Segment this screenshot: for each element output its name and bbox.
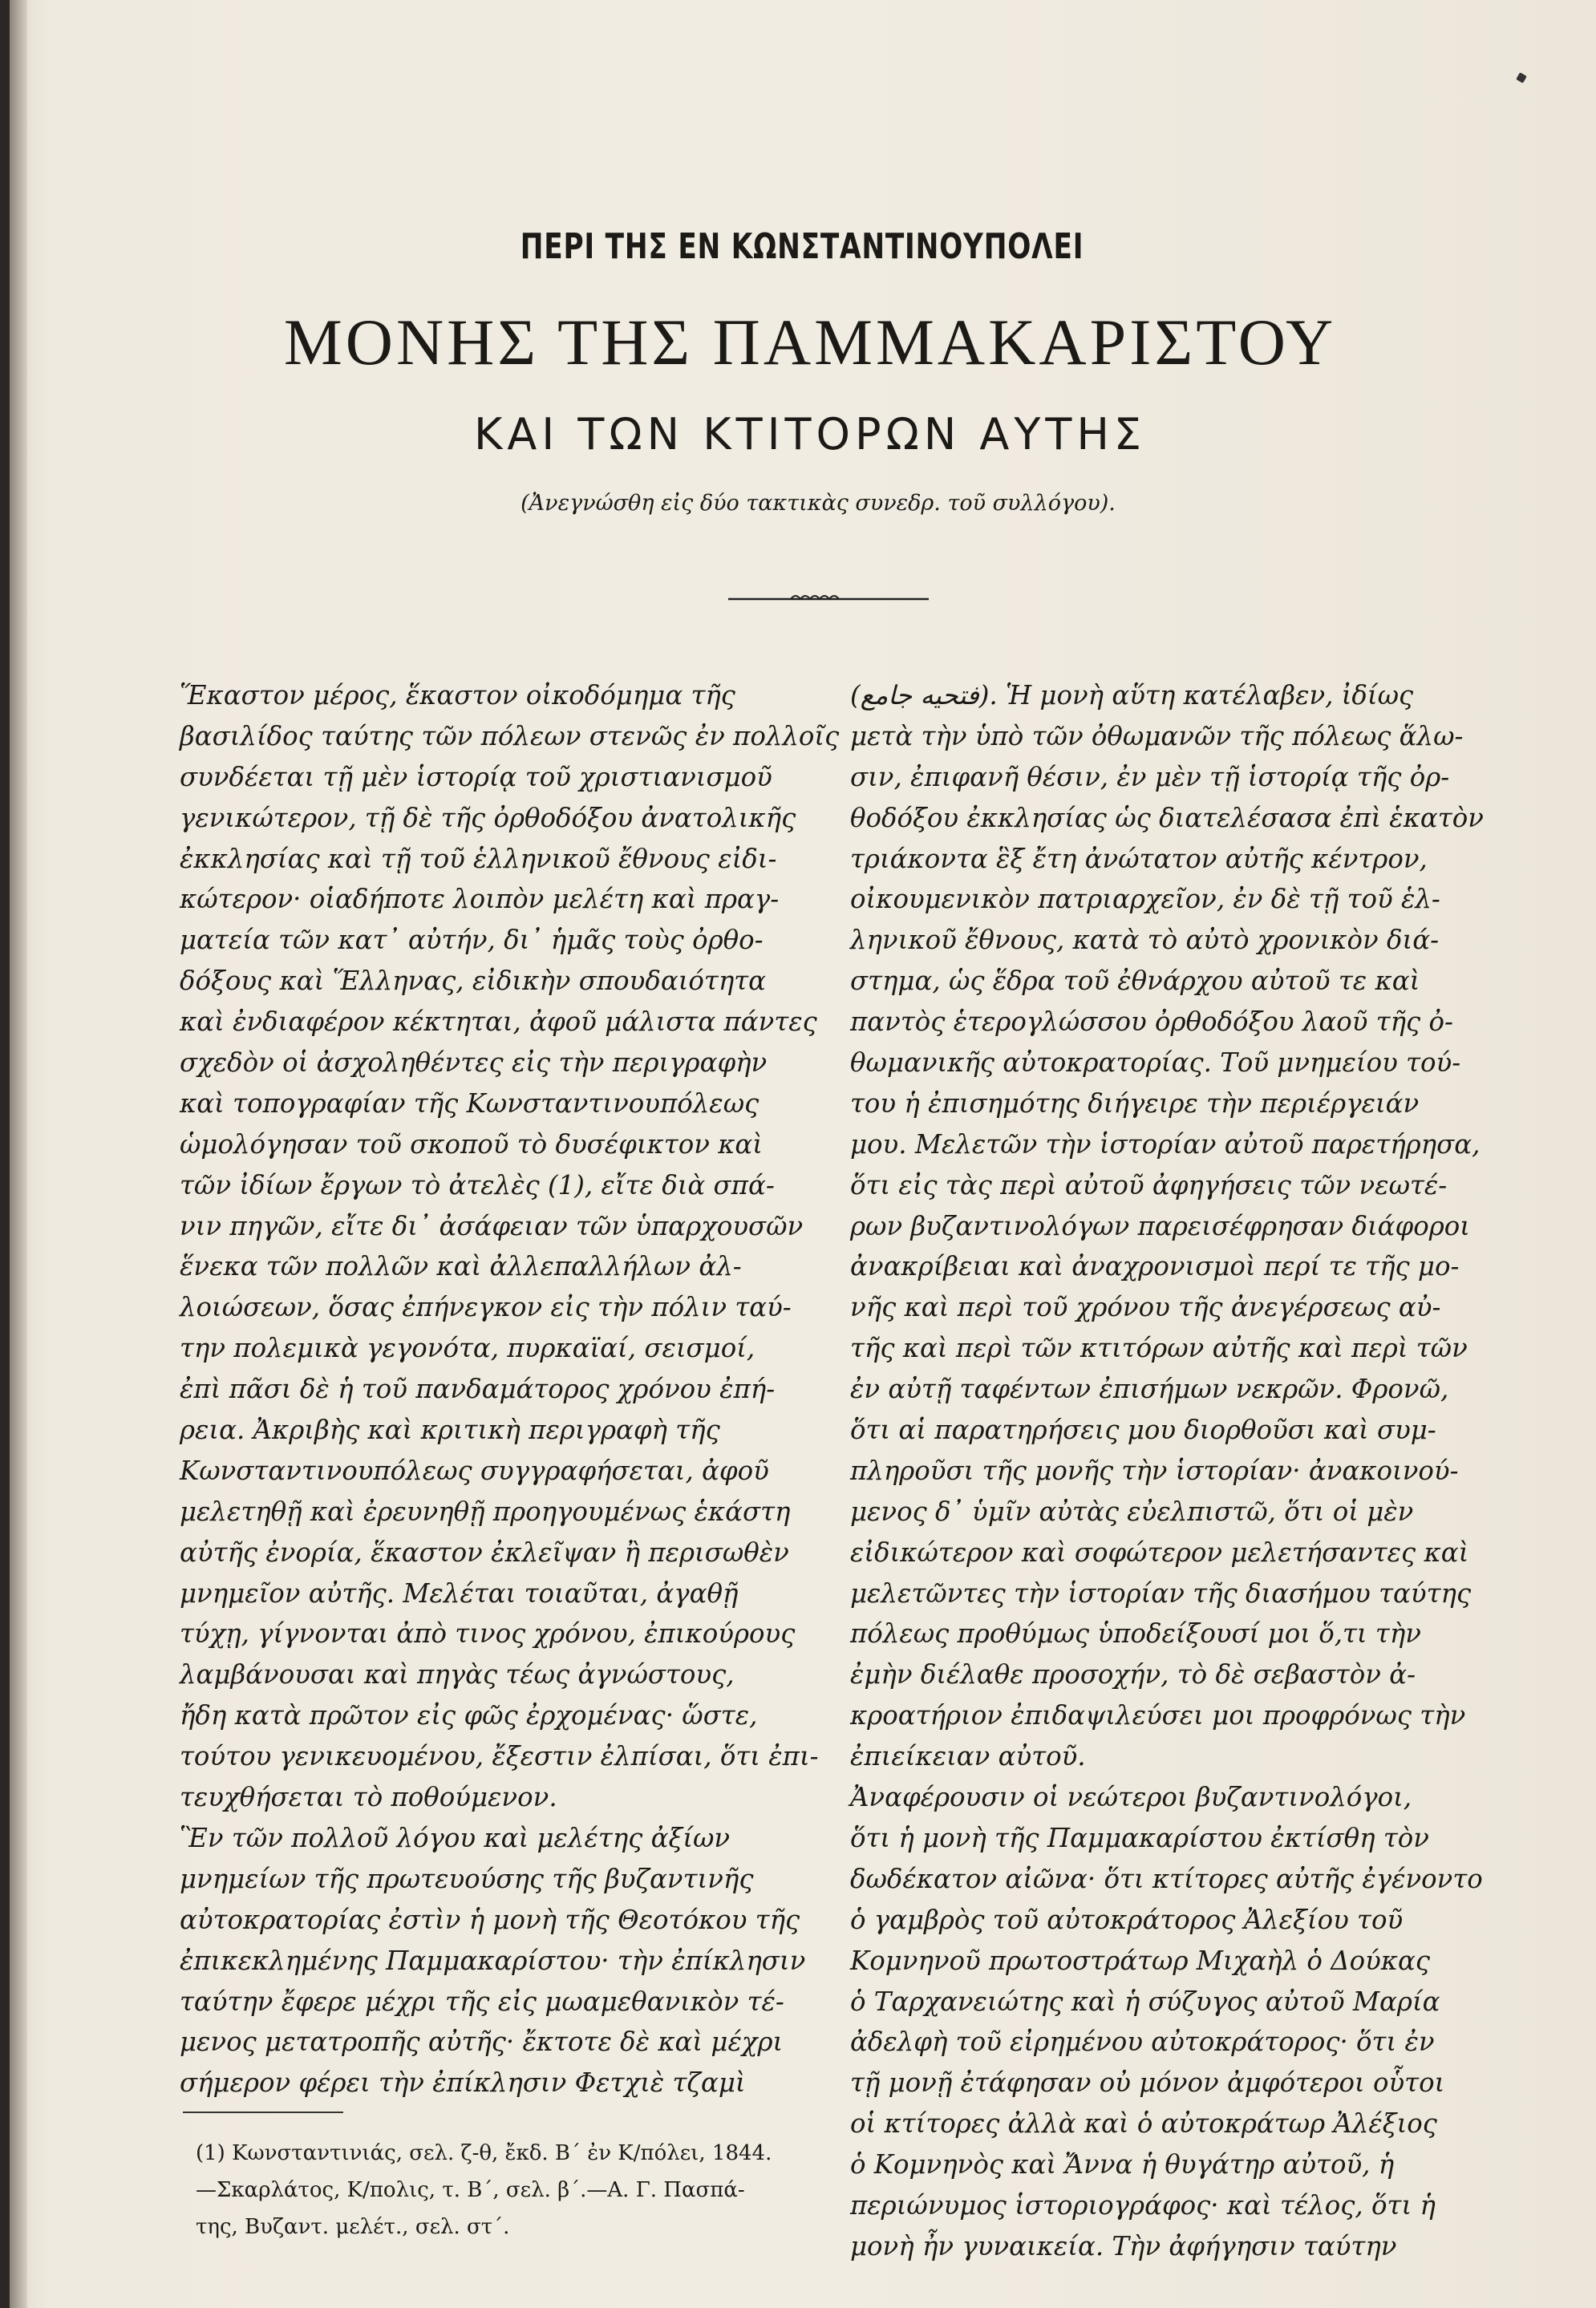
text-line: ρων βυζαντινολόγων παρεισέφρησαν διάφοροι (850, 1210, 1470, 1241)
text-line: οἱ κτίτορες ἀλλὰ καὶ ὁ αὐτοκράτωρ Ἀλέξιος (850, 2108, 1437, 2140)
text-line: δωδέκατον αἰῶνα· ὅτι κτίτορες αὐτῆς ἐγένοντο (850, 1863, 1483, 1894)
text-line: θωμανικῆς αὐτοκρατορίας. Τοῦ μνημείου τού- (850, 1047, 1461, 1079)
reading-note: (Ἀνεγνώσθη εἰς δύο τακτικὰς συνεδρ. τοῦ συλλόγου). (521, 491, 1116, 516)
text-line: στημα, ὡς ἕδρα τοῦ ἐθνάρχου αὐτοῦ τε καὶ (850, 966, 1420, 997)
text-line: (فتحيه جامع). Ἡ μονὴ αὕτη κατέλαβεν, ἰδίως (850, 680, 1414, 711)
text-line: ἕνεκα τῶν πολλῶν καὶ ἀλλεπαλλήλων ἀλ- (180, 1251, 742, 1282)
text-line: μου. Μελετῶν τὴν ἱστορίαν αὐτοῦ παρετήρησα, (850, 1128, 1481, 1160)
text-line: κώτερον· οἱαδήποτε λοιπὸν μελέτη καὶ πραγ- (180, 884, 780, 915)
book-gutter (10, 0, 27, 2308)
footnote-line: —Σκαρλάτος, Κ/πολις, τ. Β´, σελ. β´.—Α. Γ. Πασπά- (196, 2178, 745, 2202)
over-title: ΠΕΡΙ ΤΗΣ ΕΝ ΚΩΝΣΤΑΝΤΙΝΟΥΠΟΛΕΙ (520, 226, 1084, 267)
text-line: λοιώσεων, ὅσας ἐπήνεγκον εἰς τὴν πόλιν ταύ- (180, 1292, 792, 1323)
text-line: ὅτι εἰς τὰς περὶ αὐτοῦ ἀφηγήσεις τῶν νεωτέ- (850, 1169, 1448, 1201)
footnote (196, 2135, 837, 2245)
text-line: Κωνσταντινουπόλεως συγγραφήσεται, ἀφοῦ (180, 1455, 769, 1486)
right-column (850, 675, 1492, 2267)
text-line: ὁ Κομνηνὸς καὶ Ἄννα ἡ θυγάτηρ αὐτοῦ, ἡ (850, 2149, 1395, 2180)
text-line: τριάκοντα ἓξ ἔτη ἀνώτατον αὐτῆς κέντρον, (850, 843, 1428, 874)
text-line: Ἕκαστον μέρος, ἕκαστον οἰκοδόμημα τῆς (180, 680, 735, 711)
text-line: ἐπικεκλημένης Παμμακαρίστου· τὴν ἐπίκλησιν (180, 1945, 806, 1976)
text-line: αὐτοκρατορίας ἐστὶν ἡ μονὴ τῆς Θεοτόκου τῆς (180, 1904, 800, 1935)
footnote-line: (1) Κωνσταντινιάς, σελ. ζ-θ, ἔκδ. Β´ ἐν Κ/πόλει, 1844. (196, 2141, 772, 2165)
text-line: ὁ γαμβρὸς τοῦ αὐτοκράτορος Ἀλεξίου τοῦ (850, 1904, 1404, 1935)
text-line: ἐκκλησίας καὶ τῇ τοῦ ἑλληνικοῦ ἔθνους εἰδι- (180, 843, 777, 874)
text-line: ὅτι αἱ παρατηρήσεις μου διορθοῦσι καὶ συμ- (850, 1415, 1436, 1446)
text-line: συνδέεται τῇ μὲν ἱστορίᾳ τοῦ χριστιανισμοῦ (180, 761, 772, 792)
text-line: τούτου γενικευομένου, ἔξεστιν ἐλπίσαι, ὅτι ἐπι- (180, 1741, 819, 1772)
text-line: μονὴ ἦν γυναικεία. Τὴν ἀφήγησιν ταύτην (850, 2230, 1397, 2261)
text-line: καὶ τοπογραφίαν τῆς Κωνσταντινουπόλεως (180, 1087, 760, 1119)
text-line: ἐν αὐτῇ ταφέντων ἐπισήμων νεκρῶν. Φρονῶ, (850, 1374, 1449, 1405)
ornament-divider (728, 592, 929, 603)
text-line: Ἀναφέρουσιν οἱ νεώτεροι βυζαντινολόγοι, (850, 1782, 1412, 1813)
text-line: τῶν ἰδίων ἔργων τὸ ἀτελὲς (1), εἴτε διὰ σπά- (180, 1169, 775, 1201)
text-line: σήμερον φέρει τὴν ἐπίκλησιν Φετχιὲ τζαμὶ (180, 2067, 746, 2099)
text-line: ρεια. Ἀκριβὴς καὶ κριτικὴ περιγραφὴ τῆς (180, 1415, 720, 1446)
text-line: τῆς καὶ περὶ τῶν κτιτόρων αὐτῆς καὶ περὶ τῶν (850, 1333, 1468, 1364)
text-line: ὡμολόγησαν τοῦ σκοποῦ τὸ δυσέφικτον καὶ (180, 1128, 764, 1160)
text-line: μετὰ τὴν ὑπὸ τῶν ὀθωμανῶν τῆς πόλεως ἅλω- (850, 720, 1464, 751)
footnote-line: της, Βυζαντ. μελέτ., σελ. στ´. (196, 2215, 510, 2239)
text-line: του ἡ ἐπισημότης διήγειρε τὴν περιέργειάν (850, 1087, 1420, 1119)
text-line: τευχθήσεται τὸ ποθούμενον. (180, 1782, 557, 1813)
text-line: βασιλίδος ταύτης τῶν πόλεων στενῶς ἐν πολλοῖς (180, 720, 840, 751)
left-column (180, 675, 840, 2104)
text-line: τύχῃ, γίγνονται ἀπὸ τινος χρόνου, ἐπικούρους (180, 1618, 796, 1650)
article-subtitle: ΚΑΙ ΤΩΝ ΚΤΙΤΟΡΩΝ ΑΥΤΗΣ (473, 409, 1147, 460)
ink-speck (1516, 72, 1527, 83)
text-line: μελετηθῇ καὶ ἐρευνηθῇ προηγουμένως ἑκάστη (180, 1496, 791, 1527)
text-line: Ἓν τῶν πολλοῦ λόγου καὶ μελέτης ἀξίων (180, 1822, 731, 1853)
text-line: ἤδη κατὰ πρῶτον εἰς φῶς ἐρχομένας· ὥστε, (180, 1700, 758, 1731)
text-line: μνημεῖον αὐτῆς. Μελέται τοιαῦται, ἀγαθῇ (180, 1577, 739, 1609)
text-line: ματεία τῶν κατ᾽ αὐτήν, δι᾽ ἡμᾶς τοὺς ὀρθο- (180, 925, 764, 956)
text-line: μελετῶντες τὴν ἱστορίαν τῆς διασήμου ταύτης (850, 1577, 1472, 1609)
text-line: περιώνυμος ἱστοριογράφος· καὶ τέλος, ὅτι ἡ (850, 2189, 1436, 2221)
text-line: αὐτῆς ἐνορία, ἕκαστον ἐκλεῖψαν ἢ περισωθὲν (180, 1537, 789, 1568)
book-spine-shadow (0, 0, 10, 2308)
text-line: οἰκουμενικὸν πατριαρχεῖον, ἐν δὲ τῇ τοῦ ἑλ- (850, 884, 1440, 915)
text-line: νῆς καὶ περὶ τοῦ χρόνου τῆς ἀνεγέρσεως αὐ- (850, 1292, 1441, 1323)
text-line: μενος μετατροπῆς αὐτῆς· ἔκτοτε δὲ καὶ μέχρι (180, 2027, 784, 2058)
text-line: πληροῦσι τῆς μονῆς τὴν ἱστορίαν· ἀνακοινού- (850, 1455, 1459, 1486)
text-line: ἀνακρίβειαι καὶ ἀναχρονισμοὶ περί τε τῆς μο- (850, 1251, 1460, 1282)
footnote-rule (183, 2112, 343, 2113)
text-line: τῇ μονῇ ἐτάφησαν οὐ μόνον ἀμφότεροι οὗτοι (850, 2067, 1445, 2099)
text-line: ὁ Ταρχανειώτης καὶ ἡ σύζυγος αὐτοῦ Μαρία (850, 1986, 1440, 2017)
text-line: γενικώτερον, τῇ δὲ τῆς ὀρθοδόξου ἀνατολικῆς (180, 802, 796, 833)
text-line: πόλεως προθύμως ὑποδείξουσί μοι ὅ,τι τὴν (850, 1618, 1421, 1650)
article-title: ΜΟΝΗΣ ΤΗΣ ΠΑΜΜΑΚΑΡΙΣΤΟΥ (283, 306, 1337, 379)
text-line: ἐμὴν διέλαθε προσοχήν, τὸ δὲ σεβαστὸν ἀ- (850, 1659, 1416, 1691)
text-line: ἐπὶ πᾶσι δὲ ἡ τοῦ πανδαμάτορος χρόνου ἐπή- (180, 1374, 776, 1405)
text-line: παντὸς ἑτερογλώσσου ὀρθοδόξου λαοῦ τῆς ὀ- (850, 1006, 1453, 1038)
text-line: μνημείων τῆς πρωτευούσης τῆς βυζαντινῆς (180, 1863, 754, 1894)
text-line: την πολεμικὰ γεγονότα, πυρκαϊαί, σεισμοί, (180, 1333, 755, 1364)
text-line: καὶ ἐνδιαφέρον κέκτηται, ἀφοῦ μάλιστα πάντες (180, 1006, 817, 1038)
text-line: νιν πηγῶν, εἴτε δι᾽ ἀσάφειαν τῶν ὑπαρχουσῶν (180, 1210, 804, 1241)
text-line: Κομνηνοῦ πρωτοστράτωρ Μιχαὴλ ὁ Δούκας (850, 1945, 1431, 1976)
text-line: δόξους καὶ Ἕλληνας, εἰδικὴν σπουδαιότητα (180, 966, 767, 997)
text-line: θοδόξου ἐκκλησίας ὡς διατελέσασα ἐπὶ ἑκατὸν (850, 802, 1484, 833)
text-line: εἰδικώτερον καὶ σοφώτερον μελετήσαντες καὶ (850, 1537, 1469, 1568)
text-line: ληνικοῦ ἔθνους, κατὰ τὸ αὐτὸ χρονικὸν διά- (850, 925, 1440, 956)
text-line: κροατήριον ἐπιδαψιλεύσει μοι προφρόνως τὴν (850, 1700, 1466, 1731)
text-line: ταύτην ἔφερε μέχρι τῆς εἰς μωαμεθανικὸν τέ- (180, 1986, 784, 2017)
text-line: ὅτι ἡ μονὴ τῆς Παμμακαρίστου ἐκτίσθη τὸν (850, 1822, 1429, 1853)
text-line: λαμβάνουσαι καὶ πηγὰς τέως ἀγνώστους, (180, 1659, 735, 1691)
text-line: ἐπιείκειαν αὐτοῦ. (850, 1741, 1086, 1772)
text-line: σχεδὸν οἱ ἀσχοληθέντες εἰς τὴν περιγραφὴν (180, 1047, 768, 1079)
text-line: μενος δ᾽ ὑμῖν αὐτὰς εὐελπιστῶ, ὅτι οἱ μὲν (850, 1496, 1414, 1527)
text-line: σιν, ἐπιφανῆ θέσιν, ἐν μὲν τῇ ἱστορίᾳ τῆς ὀρ- (850, 761, 1450, 792)
text-line: ἀδελφὴ τοῦ εἰρημένου αὐτοκράτορος· ὅτι ἐν (850, 2027, 1435, 2058)
